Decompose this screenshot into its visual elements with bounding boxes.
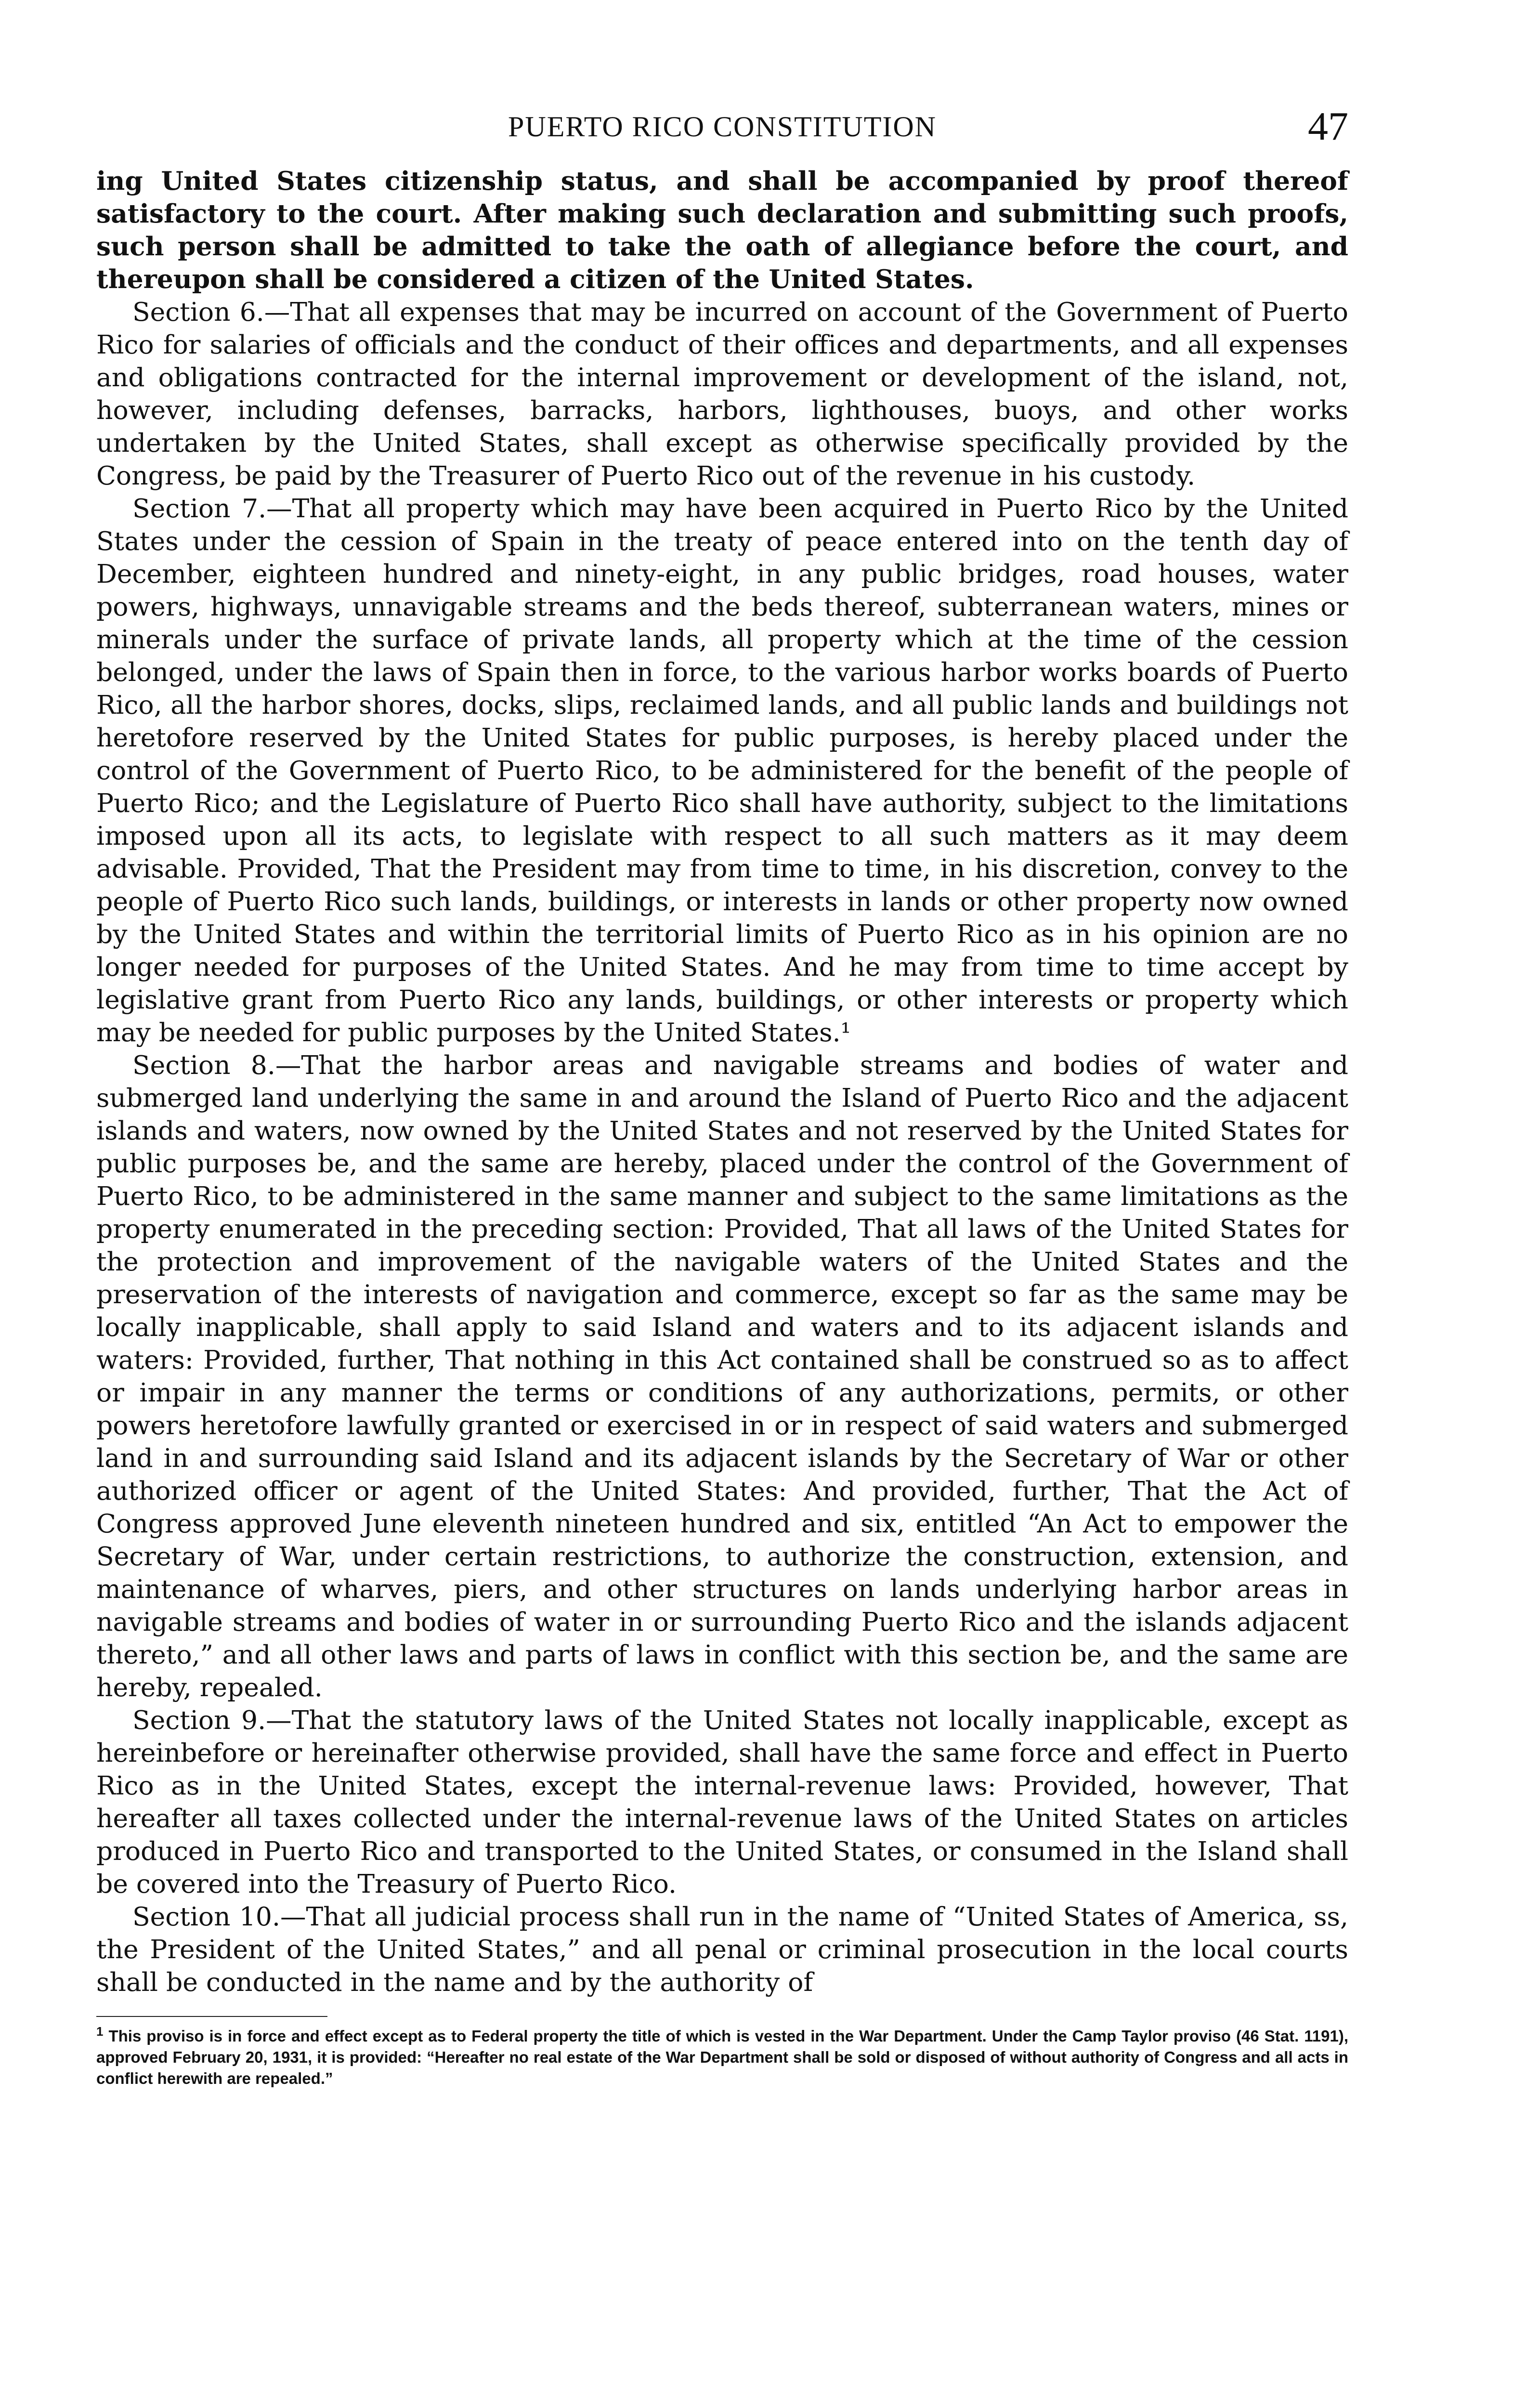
footnote-text: This proviso is in force and effect except as to Federal property the title of which is vested in the War Department. Under the Camp Taylor proviso (46 Stat. 1191), approved February 20, 1931, it is provided: “Hereafter no real estate of the War Department shall be sold or disposed of without authority of Congress and all acts in conflict herewith are repealed.” bbox=[96, 2027, 1348, 2087]
section-9-paragraph: Section 9.—That the statutory laws of the United States not locally inapplicable, except as hereinbefore or hereinafter otherwise provided, shall have the same force and effect in Puerto Rico as in the United States, except the internal-revenue laws: Provided, however, That hereafter all taxes collected under the internal-revenue laws of the United States on articles produced in Puerto Rico and transported to the United States, or consumed in the Island shall be covered into the Treasury of Puerto Rico. bbox=[96, 1705, 1348, 1899]
footnote-marker: 1 bbox=[96, 2024, 104, 2039]
continuation-paragraph: ing United States citizenship status, and shall be accompanied by proof thereof satisfactory to the court. After making such declaration and submitting such proofs, such person shall be admitted to take the oath of allegiance before the court, and thereupon shall be considered a citizen of the United States. bbox=[96, 166, 1348, 294]
section-7-paragraph: Section 7.—That all property which may have been acquired in Puerto Rico by the United States under the cession of Spain in the treaty of peace entered into on the tenth day of December, eighteen hundred and ninety-eight, in any public bridges, road houses, water powers, highways, unnavigable streams and the beds thereof, subterranean waters, mines or minerals under the surface of private lands, all property which at the time of the cession belonged, under the laws of Spain then in force, to the various harbor works boards of Puerto Rico, all the harbor shores, docks, slips, reclaimed lands, and all public lands and buildings not heretofore reserved by the United States for public purposes, is hereby placed under the control of the Government of Puerto Rico, to be administered for the benefit of the people of Puerto Rico; and the Legislature of Puerto Rico shall have authority, subject to the limitations imposed upon all its acts, to legislate with respect to all such matters as it may deem advisable. Provided, That the President may from time to time, in his discretion, convey to the people of Puerto Rico such lands, buildings, or interests in lands or other property now owned by the United States and within the territorial limits of Puerto Rico as in his opinion are no longer needed for purposes of the United States. And he may from time to time accept by legislative grant from Puerto Rico any lands, buildings, or other interests or property which may be needed for public purposes by the United States.¹ bbox=[96, 493, 1348, 1047]
page-number: 47 bbox=[1308, 104, 1348, 149]
footnote-divider bbox=[96, 2016, 327, 2017]
running-title: PUERTO RICO CONSTITUTION bbox=[508, 111, 937, 143]
running-head bbox=[96, 104, 1348, 154]
footnote bbox=[96, 2026, 1348, 2089]
page-content bbox=[96, 104, 1348, 2089]
section-8-paragraph: Section 8.—That the harbor areas and navigable streams and bodies of water and submerged land underlying the same in and around the Island of Puerto Rico and the adjacent islands and waters, now owned by the United States and not reserved by the United States for public purposes be, and the same are hereby, placed under the control of the Government of Puerto Rico, to be administered in the same manner and subject to the same limitations as the property enumerated in the preceding section: Provided, That all laws of the United States for the protection and improvement of the navigable waters of the United States and the preservation of the interests of navigation and commerce, except so far as the same may be locally inapplicable, shall apply to said Island and waters and to its adjacent islands and waters: Provided, further, That nothing in this Act contained shall be construed so as to affect or impair in any manner the terms or conditions of any authorizations, permits, or other powers heretofore lawfully granted or exercised in or in respect of said waters and submerged land in and surrounding said Island and its adjacent islands by the Secretary of War or other authorized officer or agent of the United States: And provided, further, That the Act of Congress approved June eleventh nineteen hundred and six, entitled “An Act to empower the Secretary of War, under certain restrictions, to authorize the construction, extension, and maintenance of wharves, piers, and other structures on lands underlying harbor areas in navigable streams and bodies of water in or surrounding Puerto Rico and the islands adjacent thereto,” and all other laws and parts of laws in conflict with this section be, and the same are hereby, repealed. bbox=[96, 1050, 1348, 1702]
section-10-paragraph: Section 10.—That all judicial process shall run in the name of “United States of America, ss, the President of the United States,” and all penal or criminal prosecution in the local courts shall be conducted in the name and by the authority of bbox=[96, 1901, 1348, 1997]
section-6-paragraph: Section 6.—That all expenses that may be incurred on account of the Government of Puerto Rico for salaries of officials and the conduct of their offices and departments, and all expenses and obligations contracted for the internal improvement or development of the island, not, however, including defenses, barracks, harbors, lighthouses, buoys, and other works undertaken by the United States, shall except as otherwise specifically provided by the Congress, be paid by the Treasurer of Puerto Rico out of the revenue in his custody. bbox=[96, 297, 1348, 491]
